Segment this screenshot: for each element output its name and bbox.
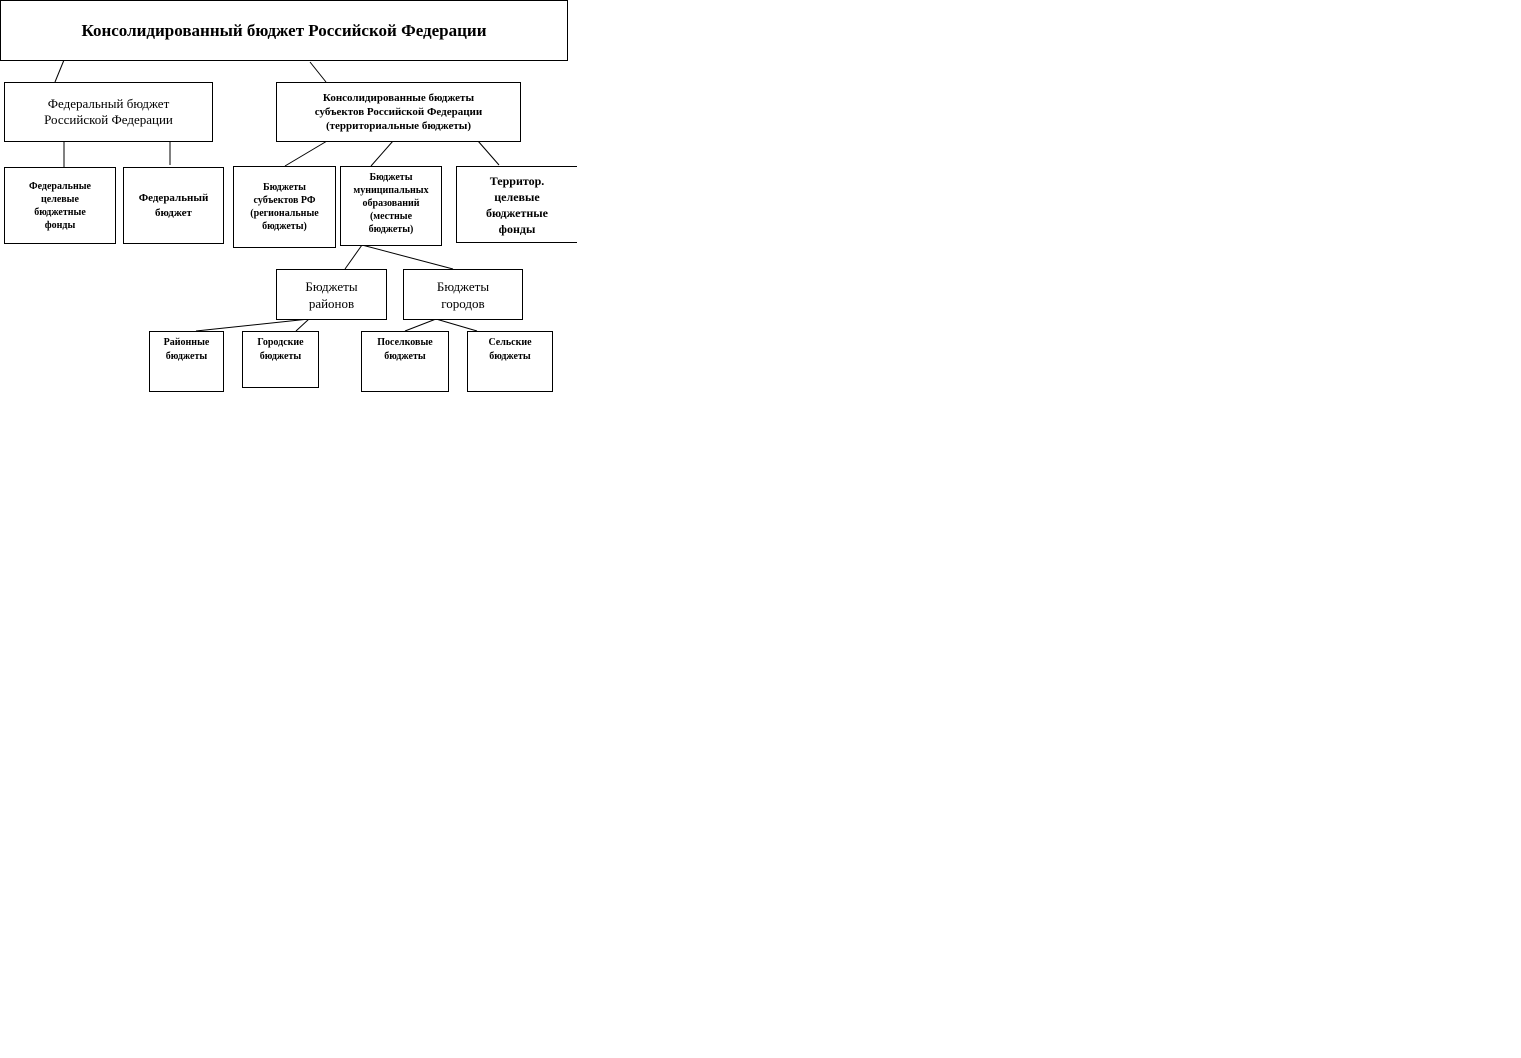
connector-line: [310, 62, 326, 82]
consolidated-subjects-box: Консолидированные бюджеты субъектов Российской Федерации (территориальные бюджеты): [276, 82, 521, 142]
connector-line: [371, 141, 393, 166]
raion-budgets-box: Районные бюджеты: [149, 331, 224, 392]
subjects-budgets-box: Бюджеты субъектов РФ (региональные бюджеты): [233, 166, 336, 248]
federal-budget-rf-box: Федеральный бюджет Российской Федерации: [4, 82, 213, 142]
federal-target-funds-box: Федеральные целевые бюджетные фонды: [4, 167, 116, 244]
federal-budget-box: Федеральный бюджет: [123, 167, 224, 244]
root-budget-box: Консолидированный бюджет Российской Федерации: [0, 0, 568, 61]
district-budgets-box: Бюджеты районов: [276, 269, 387, 320]
city-budgets-box: Бюджеты городов: [403, 269, 523, 320]
connector-line: [296, 319, 309, 331]
connector-line: [362, 245, 453, 269]
settlement-budgets-box: Поселковые бюджеты: [361, 331, 449, 392]
connector-line: [55, 60, 64, 82]
connector-line: [478, 141, 499, 165]
connector-line: [285, 141, 327, 166]
connector-line: [405, 319, 436, 331]
town-budgets-box: Городские бюджеты: [242, 331, 319, 388]
connector-line: [345, 245, 362, 269]
connector-line: [196, 319, 309, 331]
municipal-budgets-box: Бюджеты муниципальных образований (местные бюджеты): [340, 166, 442, 246]
territorial-funds-box: Территор. целевые бюджетные фонды: [456, 166, 577, 243]
connector-line: [436, 319, 477, 331]
rural-budgets-box: Сельские бюджеты: [467, 331, 553, 392]
